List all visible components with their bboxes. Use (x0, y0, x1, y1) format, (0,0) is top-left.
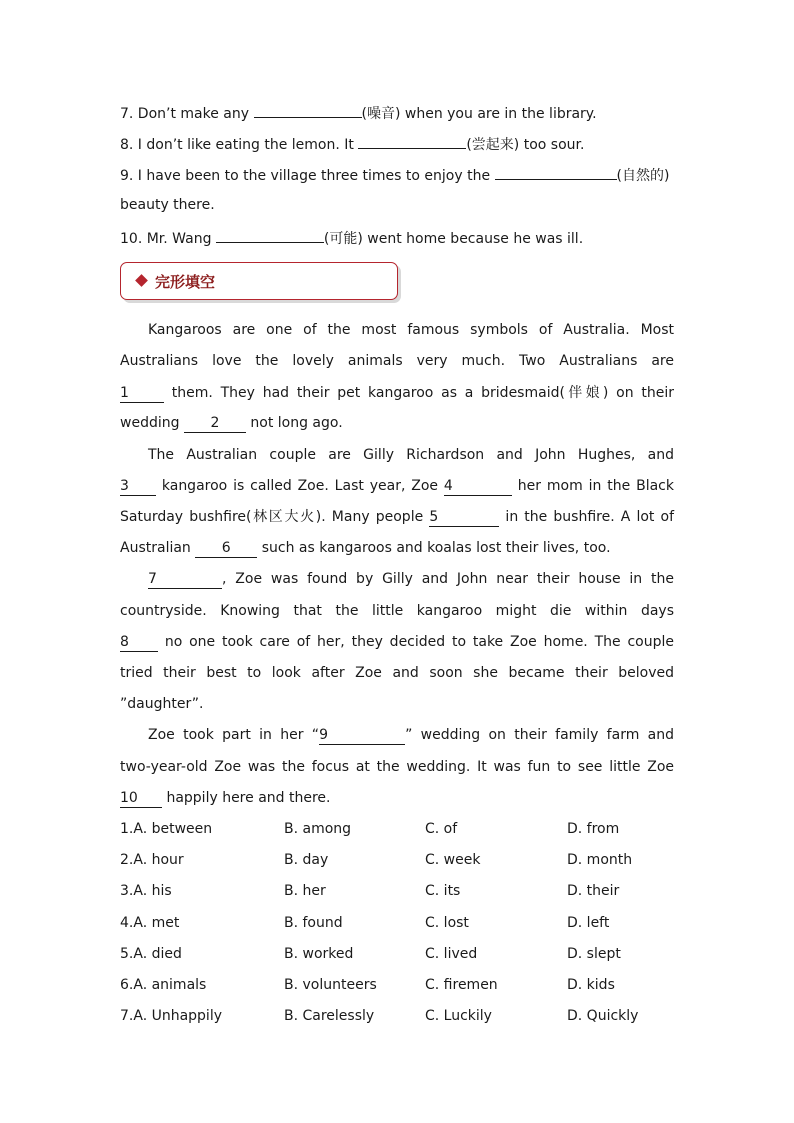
option-2-b[interactable] (284, 850, 328, 870)
option-label: B. Carelessly (284, 1008, 375, 1024)
option-4-c[interactable] (425, 913, 469, 933)
option-7-a[interactable] (120, 1006, 222, 1026)
option-5-c[interactable] (425, 944, 477, 964)
blank-6[interactable]: 6 (195, 540, 257, 558)
option-1-a[interactable] (120, 819, 212, 839)
passage-line: 10 happily here and there. (120, 790, 331, 806)
option-label: D. left (567, 915, 610, 931)
passage-line: tried their best to look after Zoe and soon she became their beloved (120, 665, 674, 681)
option-label: B. her (284, 883, 326, 899)
question-9-continuation: beauty there. (120, 197, 215, 213)
diamond-icon (135, 274, 148, 287)
answer-blank[interactable] (216, 227, 324, 243)
option-6-c[interactable] (425, 975, 498, 995)
option-label: D. from (567, 821, 620, 837)
option-label: D. kids (567, 977, 615, 993)
answer-blank[interactable] (358, 133, 466, 149)
passage-line: Australian 6 such as kangaroos and koalas lost their lives, too. (120, 540, 611, 556)
option-7-b[interactable] (284, 1006, 374, 1026)
option-label: A. his (133, 883, 172, 899)
option-label: D. month (567, 852, 633, 868)
option-6-a[interactable] (120, 975, 206, 995)
option-label: A. met (133, 915, 180, 931)
option-2-c[interactable] (425, 850, 480, 870)
option-3-c[interactable] (425, 881, 460, 901)
option-label: B. worked (284, 946, 354, 962)
blank-1[interactable]: 1 (120, 385, 164, 403)
section-header (120, 262, 398, 300)
option-label: A. died (133, 946, 182, 962)
passage-line: Australians love the lovely animals very much. Two Australians are (120, 353, 674, 369)
option-label: B. among (284, 821, 352, 837)
option-2-d[interactable] (567, 850, 632, 870)
option-3-d[interactable] (567, 881, 619, 901)
option-4-b[interactable] (284, 913, 343, 933)
question-9: 9. I have been to the village three times to enjoy the (自然的) (120, 164, 669, 186)
option-3-a[interactable] (120, 881, 172, 901)
passage-line: 1 them. They had their pet kangaroo as a bridesmaid(伴娘) on their (120, 385, 674, 401)
option-5-b[interactable] (284, 944, 353, 964)
question-number: 5. (120, 946, 134, 962)
option-6-b[interactable] (284, 975, 377, 995)
option-label: C. of (425, 821, 458, 837)
option-label: C. lived (425, 946, 478, 962)
blank-2[interactable]: 2 (184, 415, 246, 433)
option-label: B. found (284, 915, 343, 931)
option-label: C. Luckily (425, 1008, 492, 1024)
blank-5[interactable]: 5 (429, 509, 499, 527)
passage-line: Saturday bushfire(林区大火). Many people 5 in the bushfire. A lot of (120, 509, 674, 525)
option-label: D. Quickly (567, 1008, 639, 1024)
option-5-a[interactable] (120, 944, 182, 964)
question-10: 10. Mr. Wang (可能) went home because he was ill. (120, 227, 583, 249)
passage-line: The Australian couple are Gilly Richardson and John Hughes, and (148, 447, 674, 463)
option-label: A. animals (133, 977, 207, 993)
passage-line: ”daughter”. (120, 696, 204, 712)
blank-10[interactable]: 10 (120, 790, 162, 808)
option-6-d[interactable] (567, 975, 615, 995)
option-2-a[interactable] (120, 850, 184, 870)
option-label: B. volunteers (284, 977, 377, 993)
option-1-d[interactable] (567, 819, 619, 839)
blank-8[interactable]: 8 (120, 634, 158, 652)
passage-line: wedding 2 not long ago. (120, 415, 343, 431)
question-number: 1. (120, 821, 134, 837)
passage-line: two-year-old Zoe was the focus at the wedding. It was fun to see little Zoe (120, 759, 674, 775)
option-label: D. their (567, 883, 620, 899)
option-1-c[interactable] (425, 819, 457, 839)
passage-line: 7 , Zoe was found by Gilly and John near their house in the (148, 571, 674, 587)
blank-4[interactable]: 4 (444, 478, 512, 496)
option-label: C. lost (425, 915, 469, 931)
question-8: 8. I don’t like eating the lemon. It (尝起来) too sour. (120, 133, 584, 155)
passage-line: countryside. Knowing that the little kangaroo might die within days (120, 603, 674, 619)
option-label: C. firemen (425, 977, 498, 993)
option-4-a[interactable] (120, 913, 179, 933)
question-7: 7. Don’t make any (噪音) when you are in the library. (120, 102, 597, 124)
passage-line: Zoe took part in her “9 ” wedding on their family farm and (148, 727, 674, 743)
option-3-b[interactable] (284, 881, 326, 901)
passage-line: 8 no one took care of her, they decided to take Zoe home. The couple (120, 634, 674, 650)
option-label: A. Unhappily (133, 1008, 223, 1024)
option-5-d[interactable] (567, 944, 621, 964)
answer-blank[interactable] (495, 164, 617, 180)
blank-7[interactable]: 7 (148, 571, 222, 589)
blank-3[interactable]: 3 (120, 478, 156, 496)
section-title: 完形填空 (155, 273, 216, 291)
option-label: C. its (425, 883, 461, 899)
passage-line: 3 kangaroo is called Zoe. Last year, Zoe 4 her mom in the Black (120, 478, 674, 494)
option-label: C. week (425, 852, 481, 868)
question-number: 3. (120, 883, 134, 899)
question-number: 7. (120, 1008, 134, 1024)
question-number: 6. (120, 977, 134, 993)
option-7-d[interactable] (567, 1006, 638, 1026)
option-label: B. day (284, 852, 329, 868)
blank-9[interactable]: 9 (319, 727, 405, 745)
question-number: 2. (120, 852, 134, 868)
option-label: A. between (133, 821, 213, 837)
option-1-b[interactable] (284, 819, 351, 839)
answer-blank[interactable] (254, 102, 362, 118)
option-label: D. slept (567, 946, 621, 962)
option-4-d[interactable] (567, 913, 609, 933)
option-label: A. hour (133, 852, 184, 868)
passage-line: Kangaroos are one of the most famous symbols of Australia. Most (148, 322, 674, 338)
option-7-c[interactable] (425, 1006, 492, 1026)
question-number: 4. (120, 915, 134, 931)
